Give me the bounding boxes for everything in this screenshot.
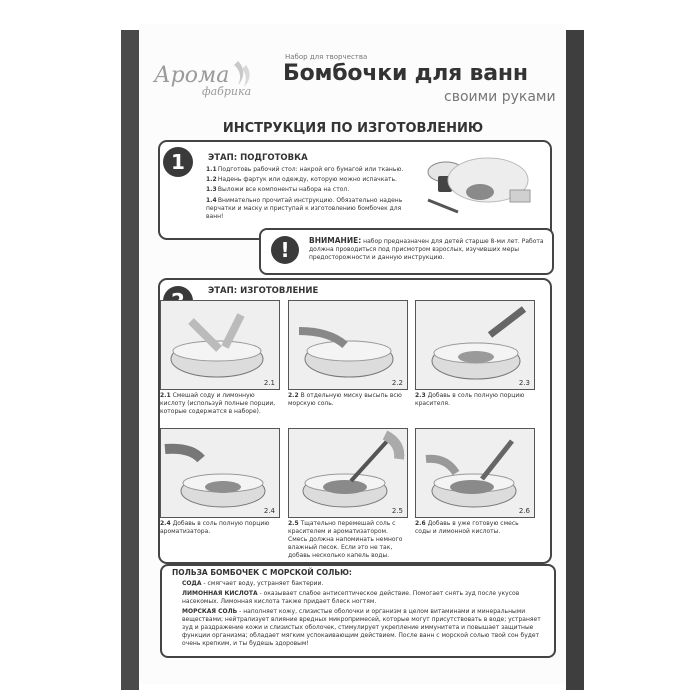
step-caption: [160, 520, 278, 536]
warning-icon: !: [271, 236, 299, 264]
step-text: Добавь в соль полную порцию красителя.: [415, 392, 525, 407]
step-number: 1.1: [206, 166, 217, 173]
step-text: Тщательно перемешай соль с красителем и ароматизатором. Смесь должна напоминать немного влажный песок. Если это не так, добавь несколько капель воды.: [288, 520, 403, 559]
benefit-item: [182, 608, 544, 648]
right-dark-edge: [566, 30, 584, 690]
step-photo: [415, 428, 535, 518]
benefit-term: ЛИМОННАЯ КИСЛОТА: [182, 590, 258, 597]
photo-number: 2.3: [518, 379, 530, 387]
step-number: 2.5: [288, 520, 299, 527]
stage1-step: [206, 166, 406, 174]
stage2-label: ЭТАП: ИЗГОТОВЛЕНИЕ: [208, 286, 319, 296]
step-number: 2.2: [288, 392, 299, 399]
left-dark-edge: [121, 30, 139, 690]
photo-number: 2.4: [263, 507, 275, 515]
page-title: Бомбочки для ванн: [283, 61, 528, 86]
step-caption: [288, 520, 406, 560]
stage1-step: [206, 186, 406, 194]
logo-sub-text: фабрика: [202, 85, 252, 98]
step-photo: [288, 428, 408, 518]
step-number: 2.6: [415, 520, 426, 527]
warning-body: набор предназначен для детей старше 8-ми лет. Работа должна проводиться под присмотром взрослых, изучивших меры предосторожности и данную инструкцию.: [309, 238, 544, 261]
kit-components-photo: [418, 150, 540, 220]
photo-number: 2.5: [391, 507, 403, 515]
step-text: Добавь в соль полную порцию ароматизатора.: [160, 520, 270, 535]
stage1-step: [206, 176, 406, 184]
benefit-term: МОРСКАЯ СОЛЬ: [182, 608, 238, 615]
step-text: Подготовь рабочий стол: накрой его бумагой или тканью.: [217, 166, 404, 173]
benefits-title: ПОЛЬЗА БОМБОЧЕК С МОРСКОЙ СОЛЬЮ:: [172, 568, 352, 577]
photo-number: 2.2: [391, 379, 403, 387]
step-caption: [415, 392, 533, 408]
step-caption: [160, 392, 278, 416]
step-text: В отдельную миску высыпь всю морскую соль.: [288, 392, 402, 407]
page-subtitle: своими руками: [444, 89, 556, 105]
warning-text: [309, 237, 544, 262]
warning-title: ВНИМАНИЕ:: [309, 236, 362, 245]
step-photo: [160, 300, 280, 390]
step-number: 2.3: [415, 392, 426, 399]
benefit-text: - смягчает воду, устраняет бактерии.: [203, 580, 324, 587]
photo-number: 2.6: [518, 507, 530, 515]
stage1-step: [206, 197, 406, 221]
step-number: 1.4: [206, 197, 217, 204]
benefit-item: [182, 580, 544, 588]
benefits-panel: [160, 564, 556, 658]
step-text: Добавь в уже готовую смесь соды и лимонной кислоты.: [415, 520, 519, 535]
benefit-text: - наполняет кожу, слизистые оболочки и организм в целом витаминами и минеральными веществами; нейтрализует влияние вредных микропримесей, которые могут присутствовать в воде; устраняет зуд и раздражение кожи и слизистых оболочек, стимулирует укрепление иммунитета и повышает защитные функции организма; обладает мягким успокаивающим действием. После ванн с морской солью твой сон будет очень крепким, и ты будешь здоровым!: [182, 608, 541, 647]
stage1-label: ЭТАП: ПОДГОТОВКА: [208, 153, 308, 163]
step-photo: [415, 300, 535, 390]
step-photo: [288, 300, 408, 390]
logo-main-text: Арома: [154, 63, 230, 88]
step-text: Внимательно прочитай инструкцию. Обязательно надень перчатки и маску и приступай к изготовлению бомбочек для ванн!: [206, 197, 403, 220]
benefit-term: СОДА: [182, 580, 202, 587]
step-text: Надень фартук или одежду, которую можно испачкать.: [217, 176, 397, 183]
benefit-text: - оказывает слабое антисептическое действие. Помогает снять зуд после укусов насекомых. Лимонная кислота также придает блеск ногтям.: [182, 590, 520, 605]
instruction-heading: ИНСТРУКЦИЯ ПО ИЗГОТОВЛЕНИЮ: [222, 121, 484, 136]
benefit-item: [182, 590, 544, 606]
step-number: 2.1: [160, 392, 171, 399]
step-caption: [415, 520, 533, 536]
photo-number: 2.1: [263, 379, 275, 387]
step-text: Выложи все компоненты набора на стол.: [217, 186, 350, 193]
step-number: 1.2: [206, 176, 217, 183]
step-number: 1.3: [206, 186, 217, 193]
stage1-number-badge: 1: [163, 147, 193, 177]
step-text: Смешай соду и лимонную кислоту (используй полные порции, которые содержатся в наборе).: [160, 392, 276, 415]
kit-label: Набор для творчества: [285, 53, 368, 61]
step-photo: [160, 428, 280, 518]
step-number: 2.4: [160, 520, 171, 527]
aroma-logo: [150, 55, 260, 105]
step-caption: [288, 392, 406, 408]
warning-panel: [259, 228, 554, 275]
